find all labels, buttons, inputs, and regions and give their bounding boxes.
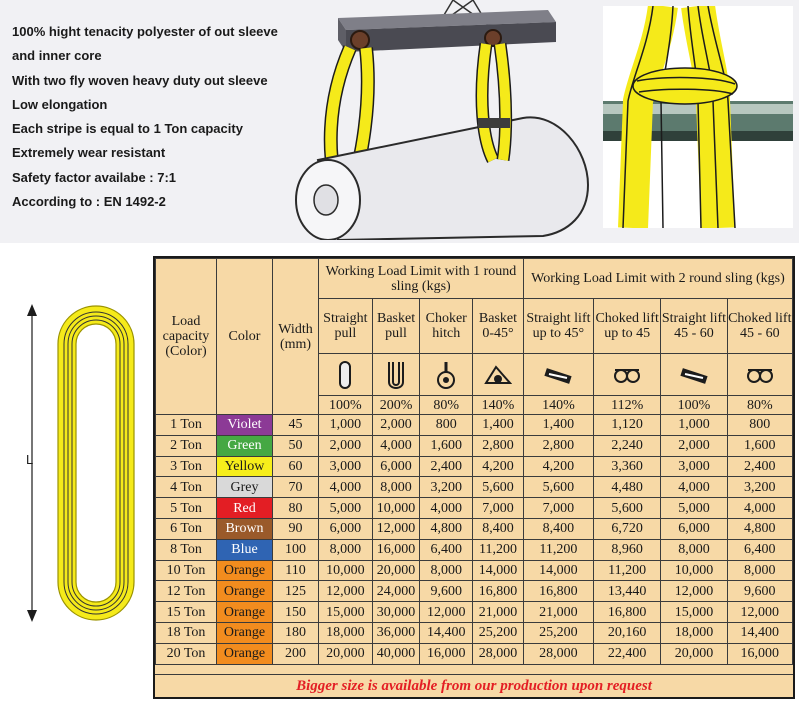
header-sub: Choked lift 45 - 60 xyxy=(727,299,792,354)
wll-value-cell: 11,200 xyxy=(473,539,524,560)
wll-value-cell: 4,800 xyxy=(727,518,792,539)
wll-value-cell: 12,000 xyxy=(727,602,792,623)
wll-value-cell: 1,400 xyxy=(473,415,524,436)
wll-value-cell: 30,000 xyxy=(372,602,420,623)
straight-pull-icon xyxy=(319,354,373,396)
color-swatch-cell: Brown xyxy=(217,518,273,539)
width-cell: 125 xyxy=(273,581,319,602)
wll-value-cell: 15,000 xyxy=(661,602,727,623)
load-capacity-cell: 15 Ton xyxy=(156,602,217,623)
wll-value-cell: 8,000 xyxy=(372,477,420,498)
width-cell: 45 xyxy=(273,415,319,436)
wll-value-cell: 9,600 xyxy=(420,581,473,602)
factor-percent: 140% xyxy=(523,396,593,415)
wll-value-cell: 2,000 xyxy=(661,435,727,456)
wll-value-cell: 28,000 xyxy=(523,643,593,664)
wll-value-cell: 8,400 xyxy=(523,518,593,539)
two-sling-straight-icon xyxy=(661,354,727,396)
wll-value-cell: 9,600 xyxy=(727,581,792,602)
wll-value-cell: 14,000 xyxy=(523,560,593,581)
wll-value-cell: 6,000 xyxy=(661,518,727,539)
table-row xyxy=(156,560,793,581)
spec-table xyxy=(155,258,793,665)
factor-percent: 100% xyxy=(661,396,727,415)
wll-value-cell: 2,800 xyxy=(523,435,593,456)
basket-pull-icon xyxy=(372,354,420,396)
load-capacity-cell: 6 Ton xyxy=(156,518,217,539)
factor-percent: 200% xyxy=(372,396,420,415)
wll-value-cell: 15,000 xyxy=(319,602,373,623)
wll-value-cell: 14,400 xyxy=(420,622,473,643)
wll-value-cell: 11,200 xyxy=(523,539,593,560)
load-capacity-cell: 4 Ton xyxy=(156,477,217,498)
factor-percent: 100% xyxy=(319,396,373,415)
wll-value-cell: 800 xyxy=(727,415,792,436)
width-cell: 70 xyxy=(273,477,319,498)
feature-item: Extremely wear resistant xyxy=(12,145,166,161)
wll-value-cell: 8,000 xyxy=(661,539,727,560)
round-sling-diagram xyxy=(0,300,160,630)
wll-value-cell: 2,240 xyxy=(593,435,660,456)
production-note: Bigger size is available from our production upon request xyxy=(155,674,793,697)
wll-value-cell: 4,480 xyxy=(593,477,660,498)
wll-value-cell: 8,000 xyxy=(319,539,373,560)
lifting-illustration xyxy=(288,0,603,240)
width-cell: 80 xyxy=(273,498,319,519)
wll-value-cell: 20,000 xyxy=(319,643,373,664)
wll-value-cell: 5,600 xyxy=(523,477,593,498)
choker-closeup-illustration xyxy=(603,6,793,228)
feature-item: According to : EN 1492-2 xyxy=(12,194,166,210)
wll-value-cell: 28,000 xyxy=(473,643,524,664)
load-capacity-cell: 8 Ton xyxy=(156,539,217,560)
wll-value-cell: 5,000 xyxy=(661,498,727,519)
wll-value-cell: 1,000 xyxy=(319,415,373,436)
two-sling-straight-icon xyxy=(523,354,593,396)
wll-value-cell: 16,000 xyxy=(420,643,473,664)
wll-value-cell: 2,800 xyxy=(473,435,524,456)
header-width: Width (mm) xyxy=(273,259,319,415)
choker-hitch-icon xyxy=(420,354,473,396)
color-swatch-cell: Orange xyxy=(217,602,273,623)
wll-value-cell: 18,000 xyxy=(661,622,727,643)
wll-value-cell: 4,000 xyxy=(372,435,420,456)
feature-item: and inner core xyxy=(12,48,102,64)
load-capacity-cell: 5 Ton xyxy=(156,498,217,519)
length-label: L xyxy=(26,452,34,467)
table-row xyxy=(156,602,793,623)
wll-value-cell: 4,200 xyxy=(473,456,524,477)
wll-value-cell: 3,200 xyxy=(420,477,473,498)
wll-value-cell: 8,000 xyxy=(420,560,473,581)
width-cell: 60 xyxy=(273,456,319,477)
table-row xyxy=(156,539,793,560)
color-swatch-cell: Yellow xyxy=(217,456,273,477)
factor-percent: 80% xyxy=(727,396,792,415)
wll-value-cell: 8,000 xyxy=(727,560,792,581)
load-capacity-cell: 10 Ton xyxy=(156,560,217,581)
wll-value-cell: 3,360 xyxy=(593,456,660,477)
wll-value-cell: 800 xyxy=(420,415,473,436)
wll-value-cell: 16,000 xyxy=(727,643,792,664)
header-color: Color xyxy=(217,259,273,415)
wll-value-cell: 25,200 xyxy=(473,622,524,643)
load-capacity-cell: 20 Ton xyxy=(156,643,217,664)
feature-item: Safety factor availabe : 7:1 xyxy=(12,169,177,185)
width-cell: 180 xyxy=(273,622,319,643)
wll-value-cell: 12,000 xyxy=(661,581,727,602)
wll-value-cell: 6,720 xyxy=(593,518,660,539)
wll-value-cell: 8,400 xyxy=(473,518,524,539)
wll-value-cell: 36,000 xyxy=(372,622,420,643)
wll-value-cell: 3,200 xyxy=(727,477,792,498)
feature-item: Low elongation xyxy=(12,96,108,112)
color-swatch-cell: Violet xyxy=(217,415,273,436)
spec-table-body xyxy=(156,415,793,665)
width-cell: 110 xyxy=(273,560,319,581)
wll-value-cell: 3,000 xyxy=(319,456,373,477)
wll-value-cell: 1,600 xyxy=(727,435,792,456)
table-row xyxy=(156,581,793,602)
color-swatch-cell: Green xyxy=(217,435,273,456)
wll-value-cell: 16,800 xyxy=(523,581,593,602)
header-sub: Choked lift up to 45 xyxy=(593,299,660,354)
table-row xyxy=(156,622,793,643)
wll-value-cell: 20,000 xyxy=(661,643,727,664)
wll-value-cell: 1,400 xyxy=(523,415,593,436)
wll-value-cell: 16,800 xyxy=(593,602,660,623)
wll-value-cell: 6,400 xyxy=(420,539,473,560)
wll-value-cell: 4,000 xyxy=(661,477,727,498)
table-row xyxy=(156,435,793,456)
wll-value-cell: 3,000 xyxy=(661,456,727,477)
table-row xyxy=(156,456,793,477)
wll-value-cell: 10,000 xyxy=(661,560,727,581)
wll-value-cell: 12,000 xyxy=(420,602,473,623)
wll-value-cell: 6,000 xyxy=(319,518,373,539)
wll-value-cell: 4,000 xyxy=(727,498,792,519)
wll-value-cell: 1,600 xyxy=(420,435,473,456)
wll-value-cell: 22,400 xyxy=(593,643,660,664)
factor-percent: 140% xyxy=(473,396,524,415)
table-row xyxy=(156,477,793,498)
two-sling-choked-icon xyxy=(593,354,660,396)
wll-value-cell: 2,000 xyxy=(372,415,420,436)
color-swatch-cell: Orange xyxy=(217,560,273,581)
wll-value-cell: 21,000 xyxy=(523,602,593,623)
feature-list xyxy=(12,20,278,214)
wll-value-cell: 18,000 xyxy=(319,622,373,643)
wll-value-cell: 11,200 xyxy=(593,560,660,581)
basket-angle-icon xyxy=(473,354,524,396)
color-swatch-cell: Orange xyxy=(217,643,273,664)
load-capacity-cell: 18 Ton xyxy=(156,622,217,643)
table-row xyxy=(156,415,793,436)
header-sub: Straight pull xyxy=(319,299,373,354)
factor-percent: 112% xyxy=(593,396,660,415)
table-row xyxy=(156,518,793,539)
wll-value-cell: 16,800 xyxy=(473,581,524,602)
load-capacity-cell: 1 Ton xyxy=(156,415,217,436)
wll-value-cell: 20,000 xyxy=(372,560,420,581)
wll-value-cell: 25,200 xyxy=(523,622,593,643)
wll-value-cell: 12,000 xyxy=(319,581,373,602)
width-cell: 150 xyxy=(273,602,319,623)
color-swatch-cell: Grey xyxy=(217,477,273,498)
wll-value-cell: 4,000 xyxy=(420,498,473,519)
header-sub: Basket pull xyxy=(372,299,420,354)
color-swatch-cell: Orange xyxy=(217,622,273,643)
header-sub: Basket 0-45° xyxy=(473,299,524,354)
wll-value-cell: 8,960 xyxy=(593,539,660,560)
wll-value-cell: 24,000 xyxy=(372,581,420,602)
header-sub: Straight lift up to 45° xyxy=(523,299,593,354)
wll-value-cell: 40,000 xyxy=(372,643,420,664)
header-group-1: Working Load Limit with 1 round sling (kgs) xyxy=(319,259,524,299)
wll-value-cell: 5,000 xyxy=(319,498,373,519)
wll-value-cell: 12,000 xyxy=(372,518,420,539)
feature-item: 100% hight tenacity polyester of out sleeve xyxy=(12,24,278,39)
wll-value-cell: 1,120 xyxy=(593,415,660,436)
wll-value-cell: 6,000 xyxy=(372,456,420,477)
width-cell: 100 xyxy=(273,539,319,560)
width-cell: 200 xyxy=(273,643,319,664)
wll-value-cell: 4,800 xyxy=(420,518,473,539)
color-swatch-cell: Orange xyxy=(217,581,273,602)
feature-item: With two fly woven heavy duty out sleeve xyxy=(12,72,268,88)
wll-value-cell: 7,000 xyxy=(473,498,524,519)
header-load: Load capacity (Color) xyxy=(156,259,217,415)
wll-value-cell: 6,400 xyxy=(727,539,792,560)
load-capacity-cell: 12 Ton xyxy=(156,581,217,602)
wll-value-cell: 4,000 xyxy=(319,477,373,498)
header-group-2: Working Load Limit with 2 round sling (kgs) xyxy=(523,259,792,299)
table-row xyxy=(156,643,793,664)
width-cell: 90 xyxy=(273,518,319,539)
header-sub: Choker hitch xyxy=(420,299,473,354)
load-capacity-cell: 2 Ton xyxy=(156,435,217,456)
table-row xyxy=(156,498,793,519)
wll-value-cell: 10,000 xyxy=(372,498,420,519)
wll-value-cell: 5,600 xyxy=(593,498,660,519)
factor-percent: 80% xyxy=(420,396,473,415)
wll-value-cell: 2,400 xyxy=(420,456,473,477)
wll-value-cell: 20,160 xyxy=(593,622,660,643)
two-sling-choked-icon xyxy=(727,354,792,396)
wll-value-cell: 2,400 xyxy=(727,456,792,477)
wll-value-cell: 16,000 xyxy=(372,539,420,560)
color-swatch-cell: Blue xyxy=(217,539,273,560)
feature-item: Each stripe is equal to 1 Ton capacity xyxy=(12,121,243,137)
wll-value-cell: 4,200 xyxy=(523,456,593,477)
load-capacity-cell: 3 Ton xyxy=(156,456,217,477)
wll-value-cell: 14,000 xyxy=(473,560,524,581)
color-swatch-cell: Red xyxy=(217,498,273,519)
wll-value-cell: 14,400 xyxy=(727,622,792,643)
wll-value-cell: 10,000 xyxy=(319,560,373,581)
wll-value-cell: 21,000 xyxy=(473,602,524,623)
wll-value-cell: 2,000 xyxy=(319,435,373,456)
width-cell: 50 xyxy=(273,435,319,456)
wll-value-cell: 7,000 xyxy=(523,498,593,519)
wll-value-cell: 5,600 xyxy=(473,477,524,498)
wll-value-cell: 13,440 xyxy=(593,581,660,602)
wll-value-cell: 1,000 xyxy=(661,415,727,436)
header-sub: Straight lift 45 - 60 xyxy=(661,299,727,354)
